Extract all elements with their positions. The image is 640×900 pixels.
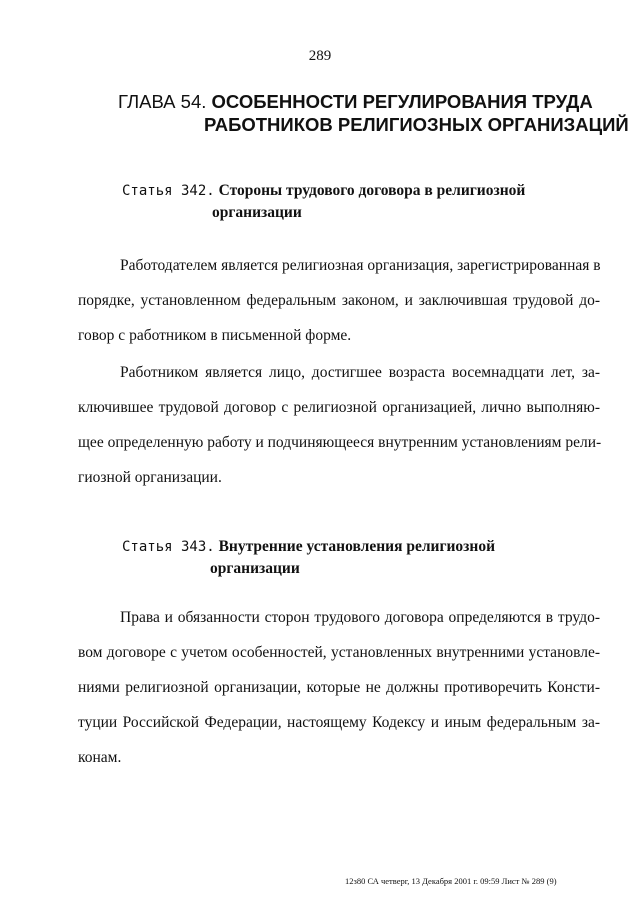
chapter-heading xyxy=(118,90,629,136)
chapter-title-line1: ОСОБЕННОСТИ РЕГУЛИРОВАНИЯ ТРУДА xyxy=(211,91,593,112)
text-line: ниями религиозной организации, которые не должны противоречить Консти- xyxy=(78,679,600,696)
page-number: 289 xyxy=(308,48,332,64)
text-line: Работодателем является религиозная организация, зарегистрированная в xyxy=(120,257,601,274)
article-342-title-line1: Стороны трудового договора в религиозной xyxy=(218,182,526,199)
article-343-label: Статья 343. xyxy=(122,539,215,555)
text-line: ключившее трудовой договор с религиозной организацией, лично выполняю- xyxy=(78,399,600,416)
chapter-title-line2: РАБОТНИКОВ РЕЛИГИОЗНЫХ ОРГАНИЗАЦИЙ xyxy=(204,114,629,135)
article-342-heading xyxy=(122,180,525,223)
text-line: конам. xyxy=(78,749,122,766)
text-line: туции Российской Федерации, настоящему Кодексу и иным федеральным за- xyxy=(78,714,600,731)
article-343-paragraph-1 xyxy=(78,600,600,775)
text-line: говор с работником в письменной форме. xyxy=(78,327,352,344)
chapter-number: ГЛАВА 54. xyxy=(118,91,207,112)
article-342-paragraph-1 xyxy=(78,248,600,353)
text-line: щее определенную работу и подчиняющееся внутренним установлениям рели- xyxy=(78,434,602,451)
article-342-paragraph-2 xyxy=(78,355,600,495)
article-343-heading xyxy=(122,536,495,579)
text-line: Права и обязанности сторон трудового договора определяются в трудо- xyxy=(120,609,600,626)
text-line: Работником является лицо, достигшее возраста восемнадцати лет, за- xyxy=(120,364,600,381)
text-line: гиозной организации. xyxy=(78,469,222,486)
article-343-title-line2: организации xyxy=(210,560,300,577)
article-342-label: Статья 342. xyxy=(122,183,215,199)
text-line: порядке, установленном федеральным законом, и заключившая трудовой до- xyxy=(78,292,600,309)
article-342-title-line2: организации xyxy=(212,204,302,221)
article-343-title-line1: Внутренние установления религиозной xyxy=(218,538,496,555)
text-line: вом договоре с учетом особенностей, установленных внутренними установле- xyxy=(78,644,600,661)
print-footer: 12з80 СА четверг, 13 Декабря 2001 г. 09:59 Лист № 289 (9) xyxy=(345,876,557,886)
